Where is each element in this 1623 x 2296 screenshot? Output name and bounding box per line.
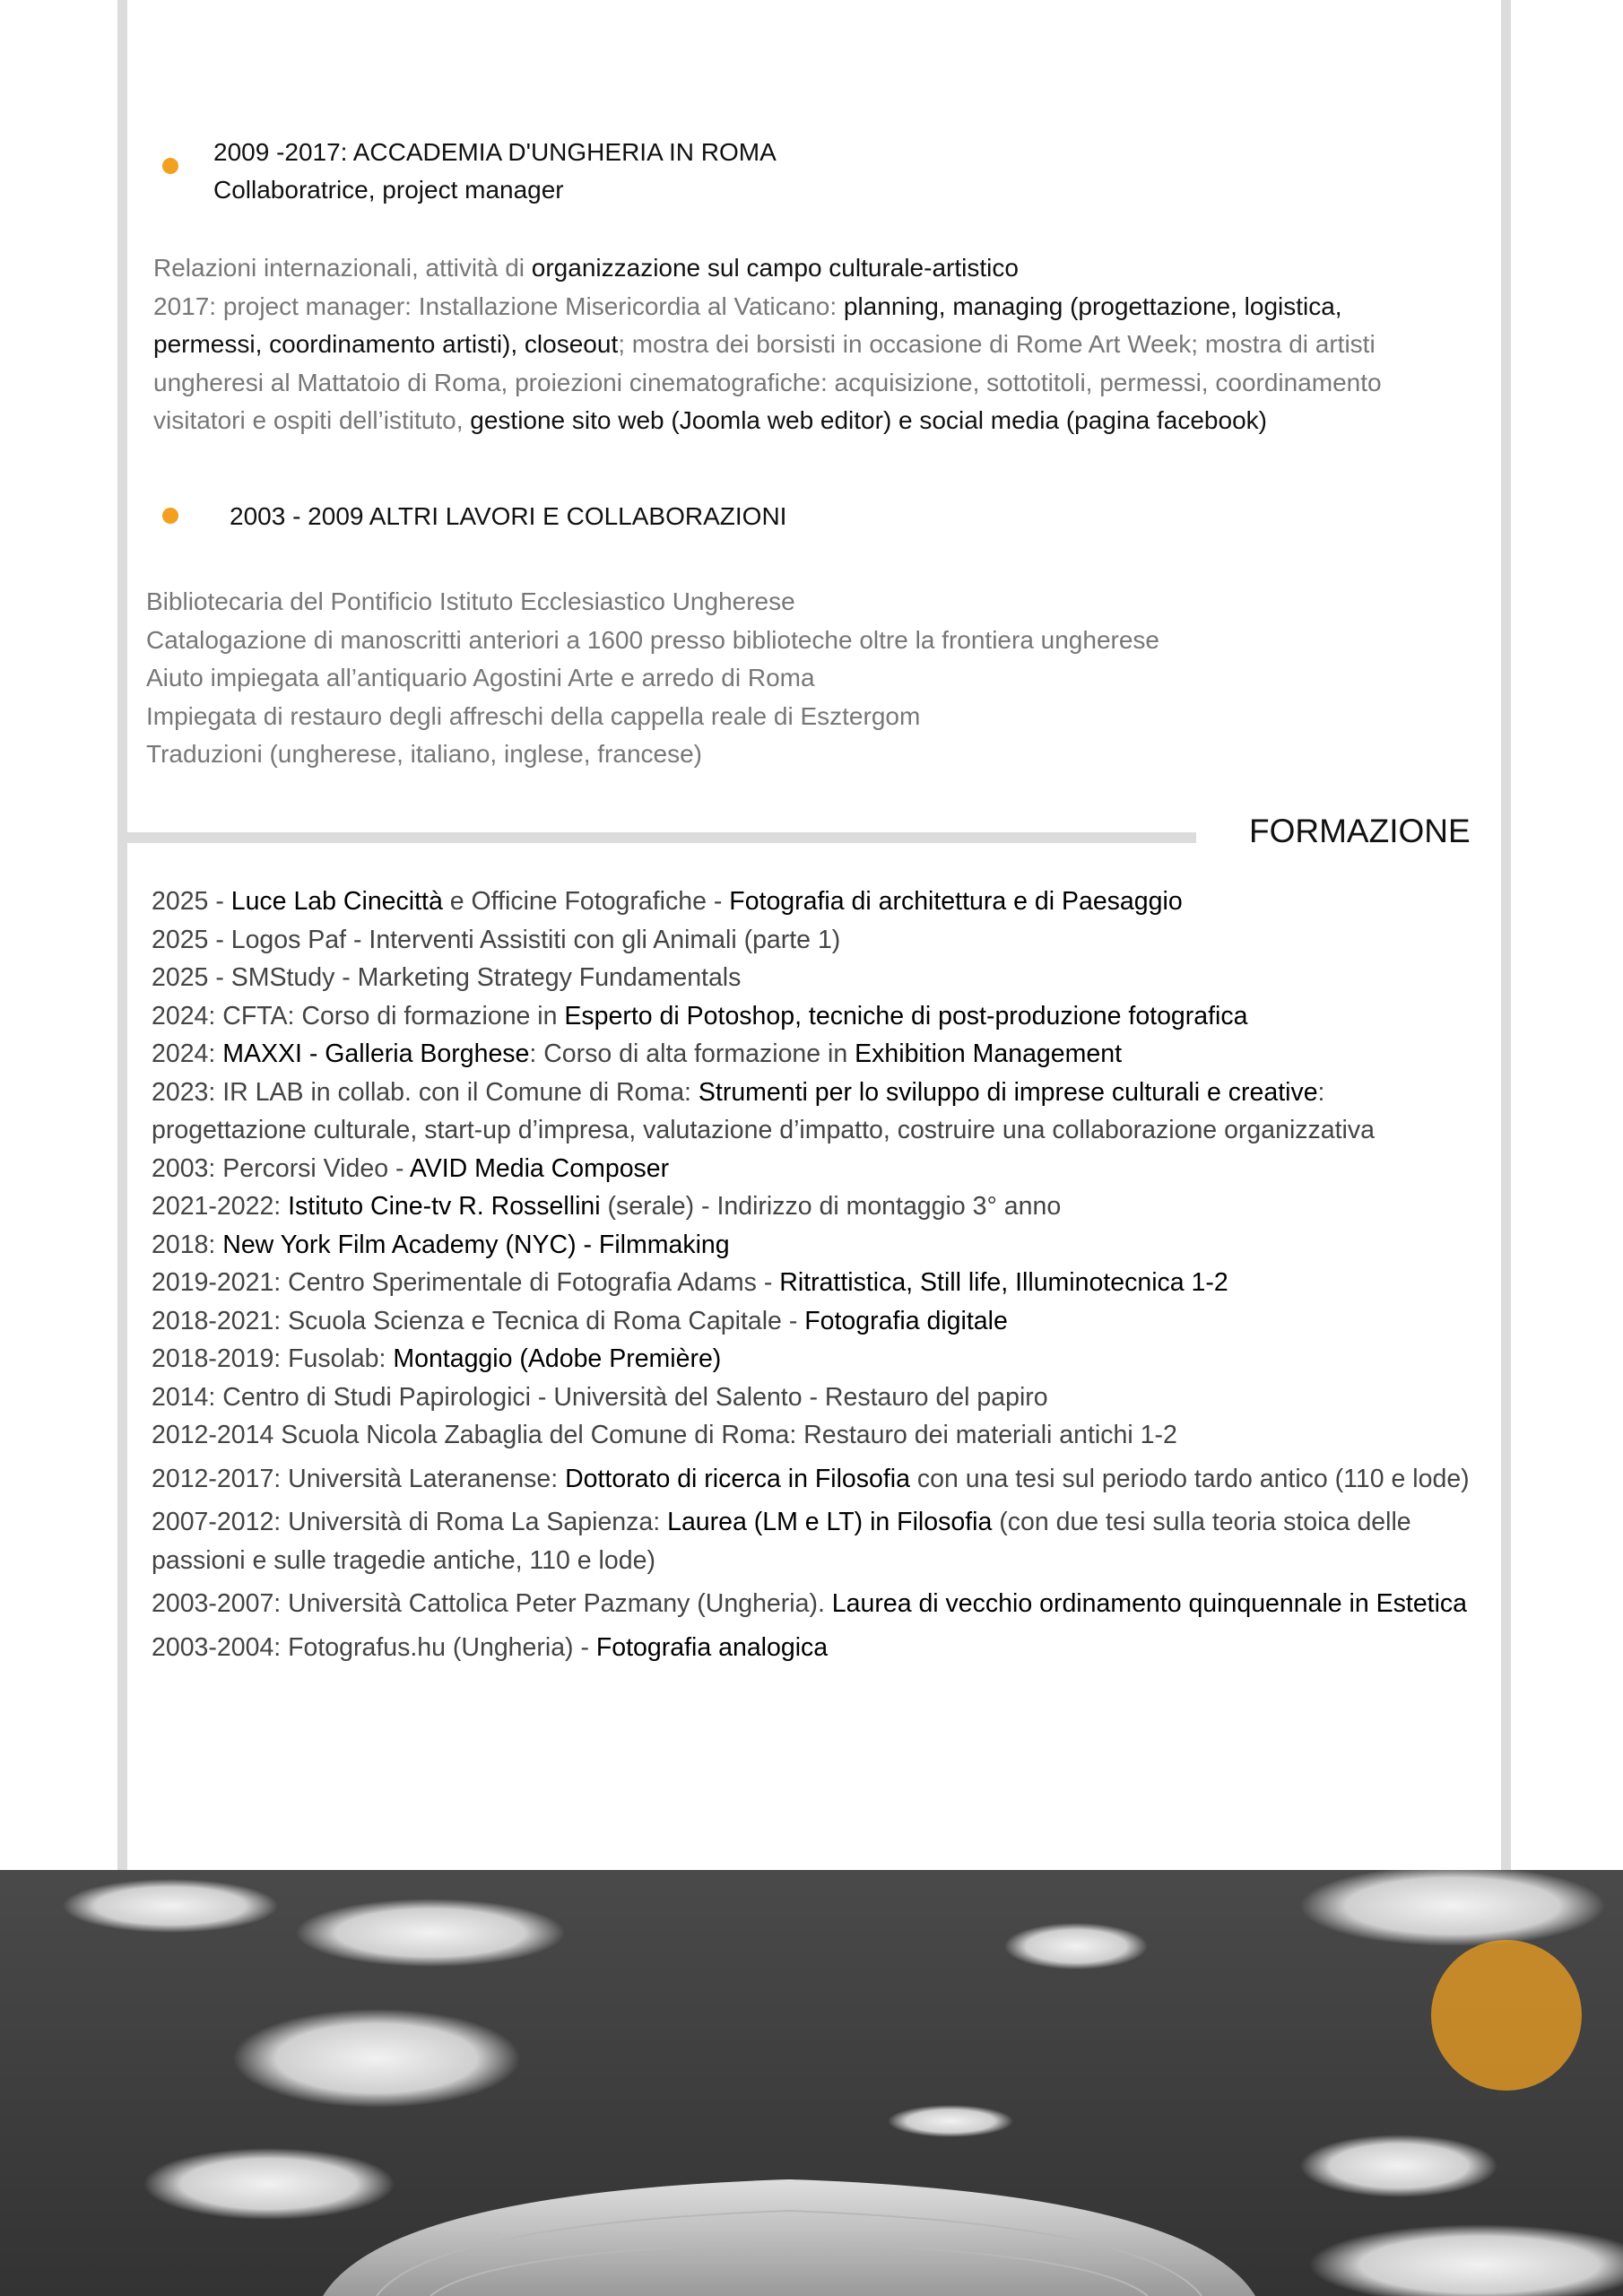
text-run: progettazione culturale, start-up d’impresa, valutazione d’impatto, costruire una collaborazione organizzativa (152, 1116, 1375, 1144)
highlighted-text: Dottorato di ricerca in Filosofia (565, 1464, 910, 1493)
bullet-dot (162, 158, 178, 174)
formazione-item (152, 1111, 1470, 1150)
highlighted-text: AVID Media Composer (409, 1153, 670, 1183)
text-run: (con due tesi sulla teoria stoica delle passioni e sulle tragedie antiche, 110 e lode) (152, 1508, 1411, 1575)
formazione-item (152, 1378, 1470, 1417)
text-run: Catalogazione di manoscritti anteriori a 1600 presso biblioteche oltre la frontiera ungherese (146, 625, 1159, 654)
highlighted-text: Strumenti per lo sviluppo di imprese culturali e creative (698, 1077, 1318, 1107)
highlighted-text: Montaggio (Adobe Première) (393, 1344, 722, 1373)
text-run: 2018-2019: Fusolab: (152, 1344, 394, 1373)
experience-title: 2009 -2017: ACCADEMIA D'UNGHERIA IN ROMA (213, 138, 777, 166)
formazione-item (152, 1150, 1470, 1188)
description-line (146, 659, 1473, 698)
formazione-item (152, 1629, 1470, 1667)
highlighted-text: Laurea di vecchio ordinamento quinquennale in Estetica (831, 1589, 1468, 1618)
text-run: 2024: (152, 1039, 223, 1068)
highlighted-text: Ritrattistica, Still life, Illuminotecnica 1-2 (779, 1268, 1228, 1297)
text-run: 2025 - (152, 887, 231, 916)
highlighted-text: New York Film Academy (NYC) - Filmmaking (222, 1230, 730, 1259)
text-run: 2025 - Logos Paf - Interventi Assistiti con gli Animali (parte 1) (152, 925, 841, 954)
text-run: Impiegata di restauro degli affreschi della cappella reale di Esztergom (146, 701, 921, 730)
experience-title: 2003 - 2009 ALTRI LAVORI E COLLABORAZIONI (230, 502, 787, 530)
text-run: 2003: Percorsi Video - (152, 1153, 410, 1183)
highlighted-text: (Joomla web editor) e social media (pagina facebook) (664, 406, 1267, 434)
formazione-item (152, 997, 1470, 1036)
highlighted-text: Luce Lab Cinecittà (230, 887, 443, 916)
formazione-item (152, 1585, 1470, 1623)
description-line (146, 622, 1473, 660)
experience-description (153, 249, 1480, 440)
highlighted-text: planning, managing (progettazione, logistica, (843, 291, 1342, 320)
text-run: 2007-2012: Università di Roma La Sapienza: (152, 1508, 668, 1536)
text-run: : Corso di alta formazione in (529, 1039, 855, 1068)
text-run: 2003-2004: Fotografus.hu (Ungheria) - (152, 1632, 596, 1662)
right-vertical-rule (1501, 0, 1511, 1870)
highlighted-text: Istituto Cine-tv R. Rossellini (288, 1192, 601, 1221)
formazione-item (152, 883, 1470, 921)
dome-sky-photo (0, 1870, 1623, 2296)
text-run: 2025 - SMStudy - Marketing Strategy Fundamentals (152, 963, 742, 992)
formazione-item (152, 1074, 1470, 1112)
text-run: 2018-2021: Scuola Scienza e Tecnica di Roma Capitale - (152, 1306, 805, 1335)
text-run: 2021-2022: (152, 1192, 289, 1221)
section-title-formazione: FORMAZIONE (1249, 813, 1471, 849)
text-run: Relazioni internazionali, attività di (153, 254, 532, 282)
text-run: con una tesi sul periodo tardo antico (110 e lode) (909, 1464, 1470, 1493)
description-line (153, 364, 1480, 403)
text-run: 2023: IR LAB in collab. con il Comune di Roma: (152, 1077, 699, 1107)
highlighted-text: Fotografia digitale (804, 1306, 1008, 1335)
description-line (153, 402, 1480, 440)
text-run: 2012-2017: Università Lateranense: (152, 1464, 566, 1493)
text-run: ungheresi al Mattatoio di Roma, proiezioni cinematografiche: acquisizione, sottotitoli, permessi, coordinamento (153, 368, 1382, 396)
text-run: 2024: CFTA: Corso di formazione in (152, 1001, 565, 1031)
text-run: 2012-2014 Scuola Nicola Zabaglia del Comune di Roma: Restauro dei materiali antichi 1-2 (152, 1421, 1177, 1449)
text-run: 2019-2021: Centro Sperimentale di Fotografia Adams - (152, 1268, 780, 1297)
experience-role: Collaboratrice, project manager (213, 176, 564, 204)
text-run: 2018: (152, 1230, 223, 1259)
highlighted-text: organizzazione sul campo culturale-artistico (531, 254, 1019, 282)
formazione-item (152, 1503, 1470, 1579)
description-line (153, 288, 1480, 326)
text-run: Traduzioni (ungherese, italiano, inglese, francese) (146, 740, 702, 768)
orange-circle-accent (1431, 1940, 1582, 2091)
bullet-dot (162, 508, 178, 524)
text-run: Bibliotecaria del Pontificio Istituto Ecclesiastico Ungherese (146, 587, 795, 615)
description-line (153, 326, 1480, 364)
left-vertical-rule (117, 0, 127, 1870)
formazione-item (152, 1226, 1470, 1265)
text-run: e Officine Fotografiche - (442, 887, 730, 916)
section-divider (127, 832, 1196, 843)
formazione-item (152, 1460, 1470, 1499)
text-run: visitatori e ospiti dell’istituto, (153, 406, 471, 434)
highlighted-text: permessi, coordinamento artisti), closeout (153, 330, 619, 358)
highlighted-text: Fotografia di architettura e di Paesaggio (729, 887, 1183, 916)
formazione-item (152, 1416, 1470, 1455)
description-line (146, 583, 1473, 622)
text-run: 2003-2007: Università Cattolica Peter Pazmany (Ungheria). (152, 1589, 832, 1618)
text-run: Aiuto impiegata all’antiquario Agostini Arte e arredo di Roma (146, 664, 815, 691)
formazione-item (152, 1340, 1470, 1378)
highlighted-text: MAXXI - Galleria Borghese (222, 1039, 530, 1068)
formazione-item (152, 1264, 1470, 1302)
highlighted-text: gestione sito web (470, 406, 664, 434)
description-line (146, 698, 1473, 736)
description-line (153, 249, 1480, 288)
formazione-item (152, 1187, 1470, 1226)
highlighted-text: Fotografia analogica (595, 1632, 829, 1662)
formazione-item (152, 959, 1470, 997)
formazione-list (152, 883, 1470, 1666)
experience-description (146, 583, 1473, 774)
text-run: ; mostra dei borsisti in occasione di Rome Art Week; mostra di artisti (618, 330, 1376, 358)
text-run: (serale) - Indirizzo di montaggio 3° anno (600, 1192, 1062, 1221)
description-line (146, 735, 1473, 774)
text-run: : (1317, 1077, 1325, 1107)
formazione-item (152, 1302, 1470, 1341)
text-run: 2014: Centro di Studi Papirologici - Università del Salento - Restauro del papiro (152, 1382, 1048, 1412)
highlighted-text: Esperto di Potoshop, tecniche di post-produzione fotografica (564, 1001, 1248, 1031)
formazione-item (152, 1035, 1470, 1074)
highlighted-text: Laurea (LM e LT) in Filosofia (667, 1508, 993, 1536)
formazione-item (152, 921, 1470, 960)
highlighted-text: Exhibition Management (855, 1039, 1122, 1068)
text-run: 2017: project manager: Installazione Misericordia al Vaticano: (153, 291, 844, 320)
